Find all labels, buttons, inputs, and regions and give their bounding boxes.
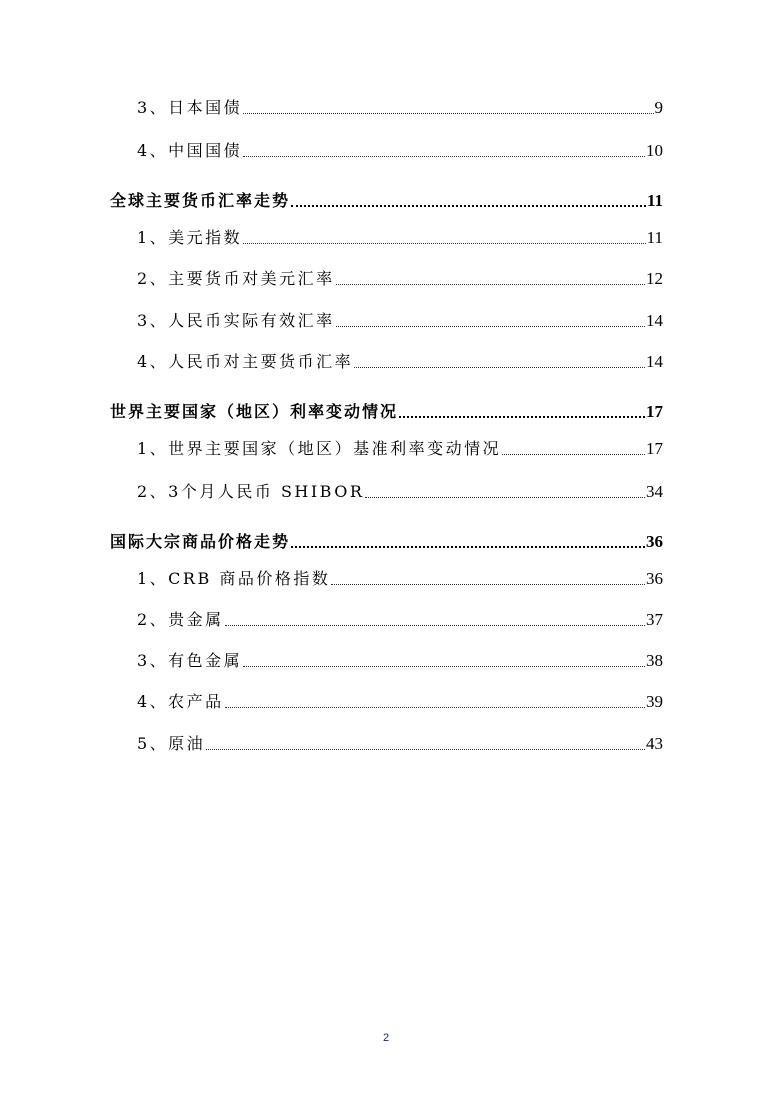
toc-section-interest-rates[interactable] [0, 398, 663, 422]
toc-leader-dots [243, 665, 645, 667]
toc-entry-label: 5、原油 [137, 734, 206, 753]
toc-entry-page: 36 [646, 569, 663, 588]
toc-entry-label: 4、农产品 [137, 692, 224, 711]
toc-entry-page: 43 [646, 734, 663, 753]
toc-entry-page: 11 [646, 228, 663, 247]
toc-entry-page: 10 [646, 141, 663, 160]
toc-entry-page: 39 [646, 692, 663, 711]
toc-leader-dots [206, 748, 645, 750]
toc-leader-dots [336, 283, 645, 285]
toc-entry-major-currencies-vs-usd[interactable] [0, 265, 663, 289]
toc-leader-dots [243, 112, 653, 114]
toc-entry-page: 38 [646, 651, 663, 670]
toc-entry-nonferrous-metals[interactable] [0, 647, 663, 671]
toc-leader-dots [365, 496, 645, 498]
toc-entry-label: 1、CRB 商品价格指数 [137, 569, 331, 588]
toc-entry-page: 12 [646, 269, 663, 288]
toc-entry-label: 2、主要货币对美元汇率 [137, 269, 335, 288]
toc-entry-label: 2、3个月人民币 SHIBOR [137, 482, 365, 501]
toc-entry-agricultural-products[interactable] [0, 688, 663, 712]
toc-leader-dots [225, 624, 645, 626]
toc-entry-dollar-index[interactable] [0, 224, 663, 248]
toc-leader-dots [399, 415, 645, 418]
toc-leader-dots [225, 706, 645, 708]
toc-section-label: 国际大宗商品价格走势 [110, 532, 291, 551]
toc-leader-dots [243, 155, 645, 157]
toc-leader-dots [331, 583, 645, 585]
toc-entry-japan-bonds[interactable] [0, 94, 663, 118]
toc-entry-label: 3、人民币实际有效汇率 [137, 311, 335, 330]
page-number: 2 [382, 1032, 390, 1044]
toc-section-page: 36 [646, 532, 663, 551]
toc-leader-dots [243, 242, 645, 244]
toc-entry-label: 2、贵金属 [137, 610, 224, 629]
toc-entry-label: 1、世界主要国家（地区）基准利率变动情况 [137, 439, 502, 458]
toc-entry-crude-oil[interactable] [0, 730, 663, 754]
toc-entry-page: 37 [646, 610, 663, 629]
toc-entry-label: 3、日本国债 [137, 98, 243, 117]
toc-entry-label: 3、有色金属 [137, 651, 243, 670]
toc-section-fx-trends[interactable] [0, 187, 663, 211]
toc-entry-label: 4、人民币对主要货币汇率 [137, 352, 354, 371]
toc-leader-dots [336, 325, 645, 327]
toc-entry-crb-index[interactable] [0, 565, 663, 589]
toc-entry-rmb-reer[interactable] [0, 307, 663, 331]
toc-entry-page: 14 [646, 311, 663, 330]
toc-entry-page: 9 [654, 98, 663, 117]
toc-entry-china-bonds[interactable] [0, 137, 663, 161]
toc-entry-page: 14 [646, 352, 663, 371]
toc-entry-page: 17 [646, 439, 663, 458]
toc-section-label: 世界主要国家（地区）利率变动情况 [110, 402, 399, 421]
toc-entry-page: 34 [646, 482, 663, 501]
toc-entry-label: 4、中国国债 [137, 141, 243, 160]
toc-entry-rmb-vs-major-currencies[interactable] [0, 348, 663, 372]
toc-section-label: 全球主要货币汇率走势 [110, 191, 291, 210]
toc-leader-dots [291, 204, 646, 207]
toc-leader-dots [354, 366, 645, 368]
toc-leader-dots [291, 545, 645, 548]
toc-section-page: 17 [646, 402, 663, 421]
toc-section-page: 11 [646, 191, 663, 210]
toc-entry-label: 1、美元指数 [137, 228, 243, 247]
toc-leader-dots [502, 453, 645, 455]
toc-section-commodities[interactable] [0, 528, 663, 552]
toc-entry-shibor[interactable] [0, 478, 663, 502]
toc-entry-precious-metals[interactable] [0, 606, 663, 630]
toc-entry-benchmark-rates[interactable] [0, 435, 663, 459]
